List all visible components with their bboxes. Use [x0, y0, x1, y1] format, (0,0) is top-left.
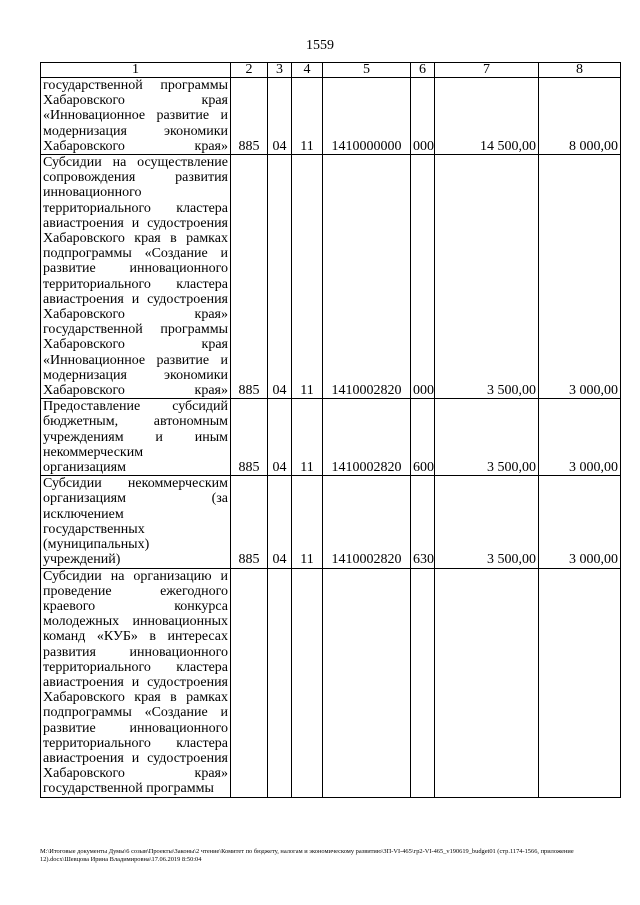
- cell-target-article: 1410000000: [323, 78, 411, 155]
- column-header: 2: [231, 63, 268, 78]
- cell-amount-1: 3 500,00: [435, 155, 539, 399]
- page-number: 1559: [306, 38, 334, 53]
- column-header: 4: [292, 63, 323, 78]
- column-header: 6: [411, 63, 435, 78]
- cell-admin-code: [231, 568, 268, 797]
- column-header: 1: [41, 63, 231, 78]
- cell-amount-2: 3 000,00: [539, 399, 621, 476]
- cell-expense-type: 600: [411, 399, 435, 476]
- cell-admin-code: 885: [231, 155, 268, 399]
- cell-expense-type: 000: [411, 155, 435, 399]
- row-name: Предоставление субсидий бюджетным, автономным учреждениям и иным некоммерческим организациям: [41, 399, 231, 476]
- table-header-row: [41, 63, 621, 78]
- cell-amount-1: [435, 568, 539, 797]
- column-header: 8: [539, 63, 621, 78]
- cell-amount-2: 3 000,00: [539, 476, 621, 568]
- cell-amount-1: 14 500,00: [435, 78, 539, 155]
- cell-subsection: 11: [292, 78, 323, 155]
- cell-section: [268, 568, 292, 797]
- cell-admin-code: 885: [231, 78, 268, 155]
- budget-table: [40, 62, 621, 798]
- cell-amount-1: 3 500,00: [435, 476, 539, 568]
- cell-section: 04: [268, 155, 292, 399]
- row-name: Субсидии на осуществление сопровождения развития инновационного территориального кластера авиастроения и судостроения Хабаровского края в рамках подпрограммы «Создание и развитие инновационного территориального кластера авиастроения и судостроения Хабаровского края» государственной программы Хабаровского края «Инновационное развитие и модернизация экономики Хабаровского края»: [41, 155, 231, 399]
- cell-subsection: 11: [292, 476, 323, 568]
- table-row: [41, 476, 621, 568]
- row-name: государственной программы Хабаровского края «Инновационное развитие и модернизация экономики Хабаровского края»: [41, 78, 231, 155]
- cell-expense-type: [411, 568, 435, 797]
- cell-admin-code: 885: [231, 399, 268, 476]
- cell-expense-type: 000: [411, 78, 435, 155]
- table-row: [41, 155, 621, 399]
- cell-subsection: 11: [292, 399, 323, 476]
- cell-target-article: [323, 568, 411, 797]
- table-row: [41, 78, 621, 155]
- column-header: 3: [268, 63, 292, 78]
- cell-section: 04: [268, 476, 292, 568]
- cell-expense-type: 630: [411, 476, 435, 568]
- cell-subsection: [292, 568, 323, 797]
- row-name: Субсидии некоммерческим организациям (за исключением государственных (муниципальных) учреждений): [41, 476, 231, 568]
- column-header: 5: [323, 63, 411, 78]
- column-header: 7: [435, 63, 539, 78]
- cell-target-article: 1410002820: [323, 476, 411, 568]
- cell-amount-2: 3 000,00: [539, 155, 621, 399]
- row-name: Субсидии на организацию и проведение ежегодного краевого конкурса молодежных инновационных команд «КУБ» в интересах развития инновационного территориального кластера авиастроения и судостроения Хабаровского края в рамках подпрограммы «Создание и развитие инновационного территориального кластера авиастроения и судостроения Хабаровского края» государственной программы: [41, 568, 231, 797]
- cell-admin-code: 885: [231, 476, 268, 568]
- cell-target-article: 1410002820: [323, 155, 411, 399]
- cell-amount-2: [539, 568, 621, 797]
- cell-subsection: 11: [292, 155, 323, 399]
- file-path-footer: M:\Итоговые документы Думы\6 созыв\Проекты\Законы\2 чтение\Комитет по бюджету, налогам и экономическому развитию\ЗП-VI-465\гр2-VI-465_v190619_budget01 (стр.1174-1566, приложение 12).docx\Шевцова Ирина Владимировна\17.06.2019 8:50:04: [40, 848, 574, 863]
- cell-amount-1: 3 500,00: [435, 399, 539, 476]
- cell-section: 04: [268, 78, 292, 155]
- cell-amount-2: 8 000,00: [539, 78, 621, 155]
- cell-section: 04: [268, 399, 292, 476]
- cell-target-article: 1410002820: [323, 399, 411, 476]
- table-row: [41, 399, 621, 476]
- table-row: [41, 568, 621, 797]
